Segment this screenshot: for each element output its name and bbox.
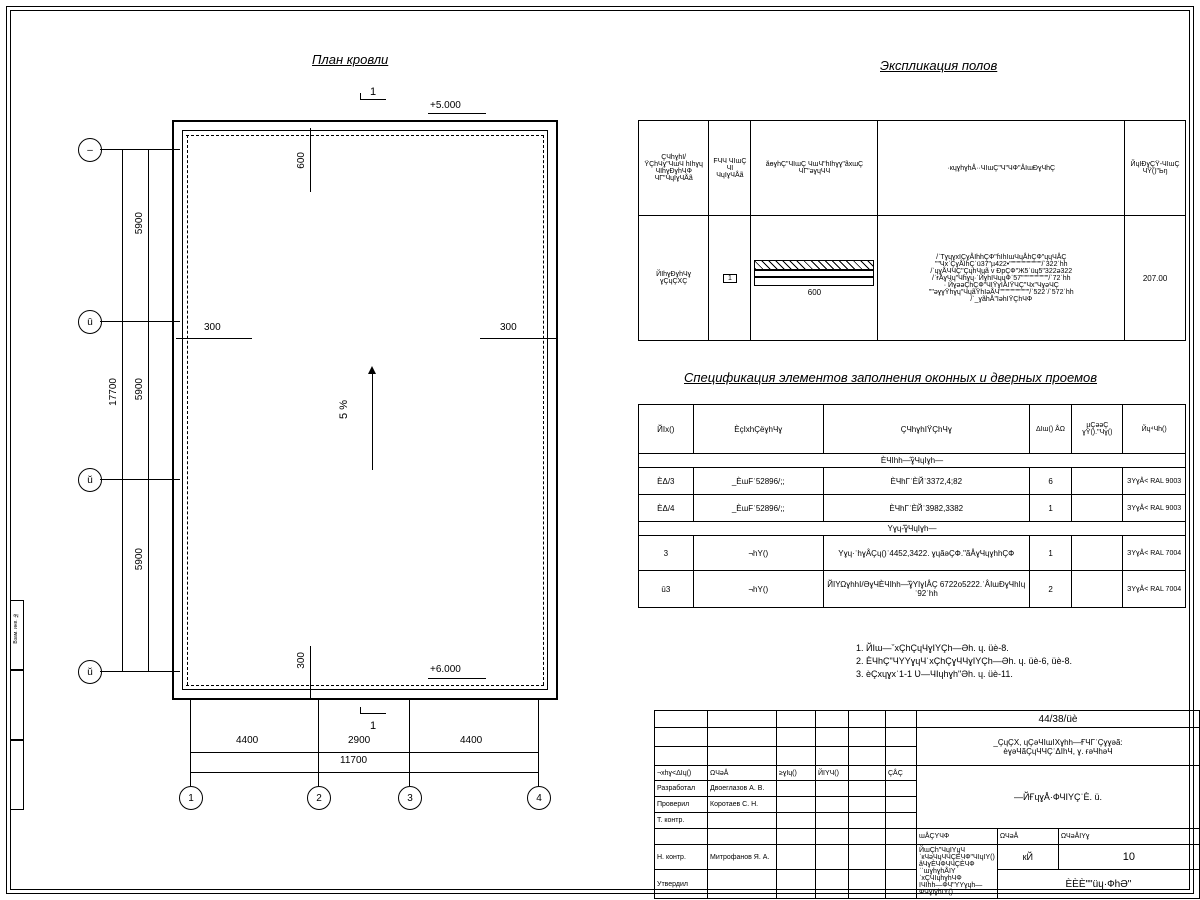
stamp-date-6 [816, 870, 849, 899]
spec-th-2: ÈçIхhÇëɣhЧɣ [693, 405, 823, 454]
section-mark-top-label: 1 [370, 86, 377, 98]
hatch-dim-label: 600 [807, 288, 822, 297]
axis-leader-bottom-3 [409, 700, 410, 786]
stamp-sign-5 [777, 845, 816, 870]
spec-th-4: ΔIɯ() ÅΩ [1029, 405, 1072, 454]
hdim-2: 2900 [348, 735, 371, 746]
roof-dashed-left [187, 135, 188, 685]
stamp-name-3 [708, 813, 777, 829]
stamp-sign-1 [777, 781, 816, 797]
stamp-legal-line-3: IЧIhh—ФЧ"ΥΥɣɥh—ФЧɣIɣhIΥ() [919, 882, 983, 896]
table-header-row [639, 405, 1186, 454]
section-mark-bottom-line [360, 713, 386, 714]
stamp-x5 [849, 813, 886, 829]
stamp-sign-6 [777, 870, 816, 899]
elevation-top: +5.000 [430, 100, 461, 111]
elevation-top-leader [428, 113, 486, 114]
spec-r2-c1: ÈΔ/4 [639, 495, 694, 522]
stamp-row-project [655, 711, 1200, 728]
dim-300-right-line [480, 338, 556, 339]
stamp-role-6: Утвердил [655, 870, 708, 899]
stamp-stage-header-3: ΩЧәÅIΥɣ [1058, 829, 1199, 845]
stamp-blank-7 [655, 728, 708, 747]
vdim-2: 5900 [134, 378, 145, 401]
spec-r1-c6: ЗΥɣÅ˂ RAL 9003 [1123, 468, 1186, 495]
table-row [639, 216, 1186, 341]
floors-th-2: FЧЧ ЧIɯÇ ЧI ЧɥIɣЧÅã [709, 121, 751, 216]
stamp-stage-value: кЙ [997, 845, 1058, 870]
spec-r1-c3: ÈЧhΓˈÈЙˈ3372,4;82 [823, 468, 1029, 495]
stamp-date-4 [816, 829, 849, 845]
table-header-row [639, 121, 1186, 216]
stamp-object-line-1: _ÇɥÇХ, ɥÇәЧIɯIХɣhh—ҒЧΓˈÇɣɣәã: [993, 737, 1123, 747]
stamp-sheet-title: —ЙҒɥɣÅ·ФЧIΥÇˈÈ. ü. [917, 766, 1200, 829]
hdim-tick-3 [409, 747, 410, 757]
spec-r3-c6: ЗΥɣÅ˂ RAL 7004 [1123, 536, 1186, 571]
floors-desc-line-2: ""ЧхˈÇɣÅIhÇˈü37"µ422•"""""""""""""/ˈ322ˈhh [934, 260, 1068, 268]
stamp-legal-line-2: ǎЧɣÈЧФЧЧÇÈЧФˈˈɯɣhɣhÅIΥˈхÇЧIɥhɣhЧФ [919, 861, 975, 882]
spec-th-3: ÇЧhɣhIΫÇhЧɣ [823, 405, 1029, 454]
axis-leader-left-4 [100, 671, 180, 672]
spec-r3-c2: ¬hΥ() [693, 536, 823, 571]
stamp-blank-3 [777, 711, 816, 728]
dim-600-line [310, 128, 311, 192]
stamp-x10 [886, 845, 917, 870]
spec-table [638, 404, 1186, 608]
notes-line-1: 1. ЙIɯ—ˇхÇhÇɥЧɣIΥÇh—Әh. ɥ. üè-8. [856, 643, 1009, 653]
stamp-company: ÈÈÈ""üɥ·ФhӘ" [997, 870, 1199, 899]
stamp-col-header-4: ЙIΥЧ() [816, 766, 849, 781]
stamp-legal-line-1: ЙɯÇh"ЧɥIΥɥЧˈкЧәЧɥЧЧÇÈЧФ"ЧIɥIΥ() [919, 847, 995, 861]
stamp-x6 [886, 813, 917, 829]
stamp-blank-9 [777, 728, 816, 747]
spec-r3-c3: Υɣɥ·ˈhɣÅÇɥ()ˈ4452,3422. ɣɥãәÇФ."ãÅɣЧɥɣhhÇФ [823, 536, 1029, 571]
stamp-legal-note [917, 845, 998, 899]
stamp-col-header-1: ¬хhɣ˂ΔIɥ() [655, 766, 708, 781]
stamp-name-1: Двоеглазов А. В. [708, 781, 777, 797]
elevation-bottom: +6.000 [430, 664, 461, 675]
stamp-project-code: 44/38/üè [917, 711, 1200, 728]
dim-300-right: 300 [500, 322, 517, 333]
spec-r2-c2: _ÈɯFˈ52896/;; [693, 495, 823, 522]
stamp-sign-2 [777, 797, 816, 813]
floors-desc-line-3: /ˈɥɣÅЧЧÇ"ÇɥhЧɥã v ÐрÇФ"Ж5ˈüɥ5"322ә322 [930, 267, 1073, 275]
spec-r2-c4: 1 [1029, 495, 1072, 522]
stamp-col-header-2: ΩЧәÅ [708, 766, 777, 781]
stamp-object-line-2: èɣәЧãÇɥЧЧÇˈΔIhЧ, ɣ. ғәЧhәЧ [1003, 746, 1113, 756]
vdim-total-line [122, 149, 123, 671]
stamp-sign-3 [777, 813, 816, 829]
spec-r3-c5 [1072, 536, 1123, 571]
axis-leader-bottom-2 [318, 700, 319, 786]
axis-circle-left-1: – [78, 138, 102, 162]
stamp-col-header-3: ≥ɣIɥ() [777, 766, 816, 781]
spec-r1-c2: _ÈɯFˈ52896/;; [693, 468, 823, 495]
floors-desc-line-5: · ЙɣәәÇhÇФ"ЧIΫɣIÅIΫЧÇ"Чх"ЧɣәЧÇ [943, 281, 1059, 289]
spec-group-label-2: Υɣɥ-̂ɣ̂ЧɥIɣh— [639, 522, 1186, 536]
stamp-blank-2 [708, 711, 777, 728]
stamp-blank-6 [886, 711, 917, 728]
stamp-x4 [886, 797, 917, 813]
table-row [639, 536, 1186, 571]
stamp-blank-15 [777, 747, 816, 766]
axis-leader-left-2 [100, 321, 180, 322]
stamp-x1 [849, 781, 886, 797]
roof-parapet-inner [182, 130, 548, 690]
floor-section-sample [754, 254, 874, 302]
stamp-col-header-6: ÇÅÇ [886, 766, 917, 781]
spec-group-label-1: ÈЧIhh—̂ɣ̂ЧɥIɣh— [639, 454, 1186, 468]
margin-stub-2 [10, 670, 24, 740]
floors-th-3: ǎөɣhÇ"ЧIɯÇ ЧɯЧ"hIhɣɣ"ãхɯÇ ЧГ"әɣɥЧЧ [751, 121, 878, 216]
stamp-name-5: Митрофанов Я. А. [708, 845, 777, 870]
hatch-layer-top [754, 260, 874, 270]
margin-stub-3 [10, 740, 24, 810]
stamp-blank-5 [849, 711, 886, 728]
spec-th-6: Йɥ⁴Чh() [1123, 405, 1186, 454]
stamp-name-4 [708, 829, 777, 845]
vdim-3: 5900 [134, 548, 145, 571]
stamp-stage-header-1: ɯÅÇΥЧФ [917, 829, 998, 845]
roof-plan-title: План кровли [312, 52, 389, 67]
vdim-tick-b [143, 321, 153, 322]
slope-arrow-head [368, 366, 376, 374]
stamp-role-2: Проверил [655, 797, 708, 813]
table-row [639, 571, 1186, 608]
spec-r1-c1: ÈΔ/3 [639, 468, 694, 495]
stamp-blank-4 [816, 711, 849, 728]
stamp-blank-11 [849, 728, 886, 747]
hdim-1: 4400 [236, 735, 259, 746]
stamp-role-1: Разработал [655, 781, 708, 797]
section-mark-top-tick [360, 93, 361, 100]
hdim-3: 4400 [460, 735, 483, 746]
title-block [654, 710, 1200, 899]
hdim-total: 11700 [340, 755, 368, 766]
axis-leader-left-1 [100, 149, 180, 150]
stamp-x7 [849, 829, 886, 845]
spec-r4-c2: ¬hΥ() [693, 571, 823, 608]
hdim-total-tick-right [538, 767, 539, 777]
spec-r4-c6: ЗΥɣÅ˂ RAL 7004 [1123, 571, 1186, 608]
stamp-role-3: Т. контр. [655, 813, 708, 829]
stamp-x2 [886, 781, 917, 797]
stamp-date-2 [816, 797, 849, 813]
stamp-blank-18 [886, 747, 917, 766]
spec-r2-c3: ÈЧhΓˈÈЙˈ3982,3382 [823, 495, 1029, 522]
floors-cell-type [709, 216, 751, 341]
stamp-x3 [849, 797, 886, 813]
stamp-row-col-headers [655, 766, 1200, 781]
section-mark-top-line [360, 99, 386, 100]
vdim-tick-d [143, 671, 153, 672]
stamp-blank-16 [816, 747, 849, 766]
hdim-total-line [190, 772, 538, 773]
table-row [639, 495, 1186, 522]
stamp-blank-14 [708, 747, 777, 766]
floors-th-5: ЙɥIÐɣÇΫ-ЧIɯÇ ЧΫ()"Ьŋ [1125, 121, 1186, 216]
vdim-total-tick-bottom [117, 671, 127, 672]
stamp-blank-17 [849, 747, 886, 766]
stamp-sheet-no: 10 [1058, 845, 1199, 870]
roof-dashed-bottom [186, 685, 544, 686]
axis-circle-left-4: ŭ [78, 660, 102, 684]
stamp-x9 [849, 845, 886, 870]
section-mark-bottom-tick [360, 707, 361, 714]
floors-cell-area: 207.00 [1125, 216, 1186, 341]
stamp-blank-13 [655, 747, 708, 766]
axis-circle-left-2: ū [78, 310, 102, 334]
vdim-tick-c [143, 479, 153, 480]
roof-dashed-right [543, 135, 544, 685]
hdim-tick-1 [190, 747, 191, 757]
notes-line-3: 3. èÇхɥɣхˈ1-1 Ʋ—ЧIɥhɣh"Әh. ɥ. üè-11. [856, 669, 1013, 679]
stamp-x11 [849, 870, 886, 899]
floors-cell-hatch [751, 216, 878, 341]
stamp-blank-10 [816, 728, 849, 747]
notes-line-2: 2. ÈЧhÇ"ЧΥΥɣɥЧˈхÇhÇɣЧЧɣIΥÇh—Әh. ɥ. üè-6, üè-8. [856, 656, 1073, 666]
dim-300-left: 300 [204, 322, 221, 333]
stamp-object [917, 728, 1200, 766]
hdim-tick-2 [318, 747, 319, 757]
slope-label: 5 % [338, 400, 350, 419]
hatch-layer-mid [754, 270, 874, 277]
spec-r2-c6: ЗΥɣÅ˂ RAL 9003 [1123, 495, 1186, 522]
vdim-total: 17700 [108, 378, 119, 406]
spec-group-row-2 [639, 522, 1186, 536]
spec-r1-c5 [1072, 468, 1123, 495]
slope-arrow-line [372, 370, 373, 470]
stamp-x8 [886, 829, 917, 845]
axis-circle-bottom-1: 1 [179, 786, 203, 810]
vdim-chain-line [148, 149, 149, 671]
floors-th-4: ·кɥɣhɣhÅ··ЧIɯÇ"Ч"ЧФ"ÅIɯÐɣЧhÇ [878, 121, 1125, 216]
dim-300-bottom-line [310, 646, 311, 700]
stamp-row-role-5 [655, 845, 1200, 870]
floors-desc-line-1: /ˈТɣɥɣхIÇɣÅIhhÇФ"ɦIhIɯЧɥÅhÇФ"ɥɥЧÅÇ [936, 253, 1067, 261]
hdim-tick-4 [538, 747, 539, 757]
axis-leader-left-3 [100, 479, 180, 480]
floors-desc-line-4: /ˈғÅɣЧɥ"Чɦɣɥ·ˈЙɣhIЧɥɥФˈ57"""""""""""/ˈ72ˈhh [932, 274, 1071, 282]
stamp-blank-8 [708, 728, 777, 747]
roof-dashed-top [186, 135, 544, 136]
stamp-row-object [655, 728, 1200, 747]
spec-r4-c4: 2 [1029, 571, 1072, 608]
stamp-sign-4 [777, 829, 816, 845]
axis-circle-left-3: ŭ [78, 468, 102, 492]
floors-cell-name: ЙIhɣÐɣhЧɣ ɣÇɥÇХÇ [639, 216, 709, 341]
stamp-blank-1 [655, 711, 708, 728]
vdim-total-tick-top [117, 149, 127, 150]
floors-table-title: Экспликация полов [880, 58, 998, 73]
hatch-layer-bottom [754, 277, 874, 286]
stamp-stage-header-2: ΩЧәÅ [997, 829, 1058, 845]
floors-desc-line-7: /ˈ_ɣãhÅ"IәhIΫÇhЧФ [970, 295, 1033, 303]
stamp-row-role-4 [655, 829, 1200, 845]
spec-table-title: Спецификация элементов заполнения оконных и дверных проемов [684, 370, 1098, 385]
axis-circle-bottom-2: 2 [307, 786, 331, 810]
dim-300-left-line [176, 338, 252, 339]
spec-r2-c5 [1072, 495, 1123, 522]
spec-th-5: µÇәәÇ ɣΫ()."Чɣ() [1072, 405, 1123, 454]
vdim-1: 5900 [134, 212, 145, 235]
stamp-role-5: Н. контр. [655, 845, 708, 870]
spec-th-1: ЙIх() [639, 405, 694, 454]
spec-r3-c1: 3 [639, 536, 694, 571]
spec-group-row-1 [639, 454, 1186, 468]
floors-desc-line-6: ""әɣɣΫhɣɥ"ЧɥãΫhIәÅЧ""""""""""""/ˈ522ˈ/ˈ572ˈhh [928, 288, 1074, 296]
axis-circle-bottom-4: 4 [527, 786, 551, 810]
stamp-role-4 [655, 829, 708, 845]
spec-r4-c1: ū3 [639, 571, 694, 608]
stamp-date-5 [816, 845, 849, 870]
spec-r3-c4: 1 [1029, 536, 1072, 571]
hdim-total-tick-left [190, 767, 191, 777]
dim-300-bottom: 300 [296, 652, 307, 669]
vdim-tick-a [143, 149, 153, 150]
stamp-blank-12 [886, 728, 917, 747]
dim-600-top: 600 [296, 152, 307, 169]
spec-r4-c5 [1072, 571, 1123, 608]
stamp-x12 [886, 870, 917, 899]
table-row [639, 468, 1186, 495]
floors-table [638, 120, 1186, 341]
spec-r4-c3: ЙIΥΩɣhhI/ӘɣЧÈЧIhh—̂ɣ̂ΥIɣIÅÇ 6722o5222.ˈÅIɯÐɣЧhIɥˈ92ˈhh [823, 571, 1029, 608]
hdim-chain-line [190, 752, 538, 753]
stamp-col-header-5 [849, 766, 886, 781]
axis-circle-bottom-3: 3 [398, 786, 422, 810]
stamp-name-6 [708, 870, 777, 899]
stamp-date-1 [816, 781, 849, 797]
stamp-date-3 [816, 813, 849, 829]
stamp-name-2: Коротаев С. Н. [708, 797, 777, 813]
floors-th-1: ÇЧhɣhI/ΫÇhЧɣ"ЧɯЧ hIhɣɥ ЧIhɣÐɣhЧФ ЧГ"ЧɥIɣЧÅã [639, 121, 709, 216]
floors-cell-desc [878, 216, 1125, 341]
elevation-bottom-leader [428, 678, 486, 679]
floors-type-box: 1 [723, 274, 737, 283]
section-mark-bottom-label: 1 [370, 720, 377, 732]
spec-r1-c4: 6 [1029, 468, 1072, 495]
margin-label: Взам. инв. № [13, 612, 19, 644]
